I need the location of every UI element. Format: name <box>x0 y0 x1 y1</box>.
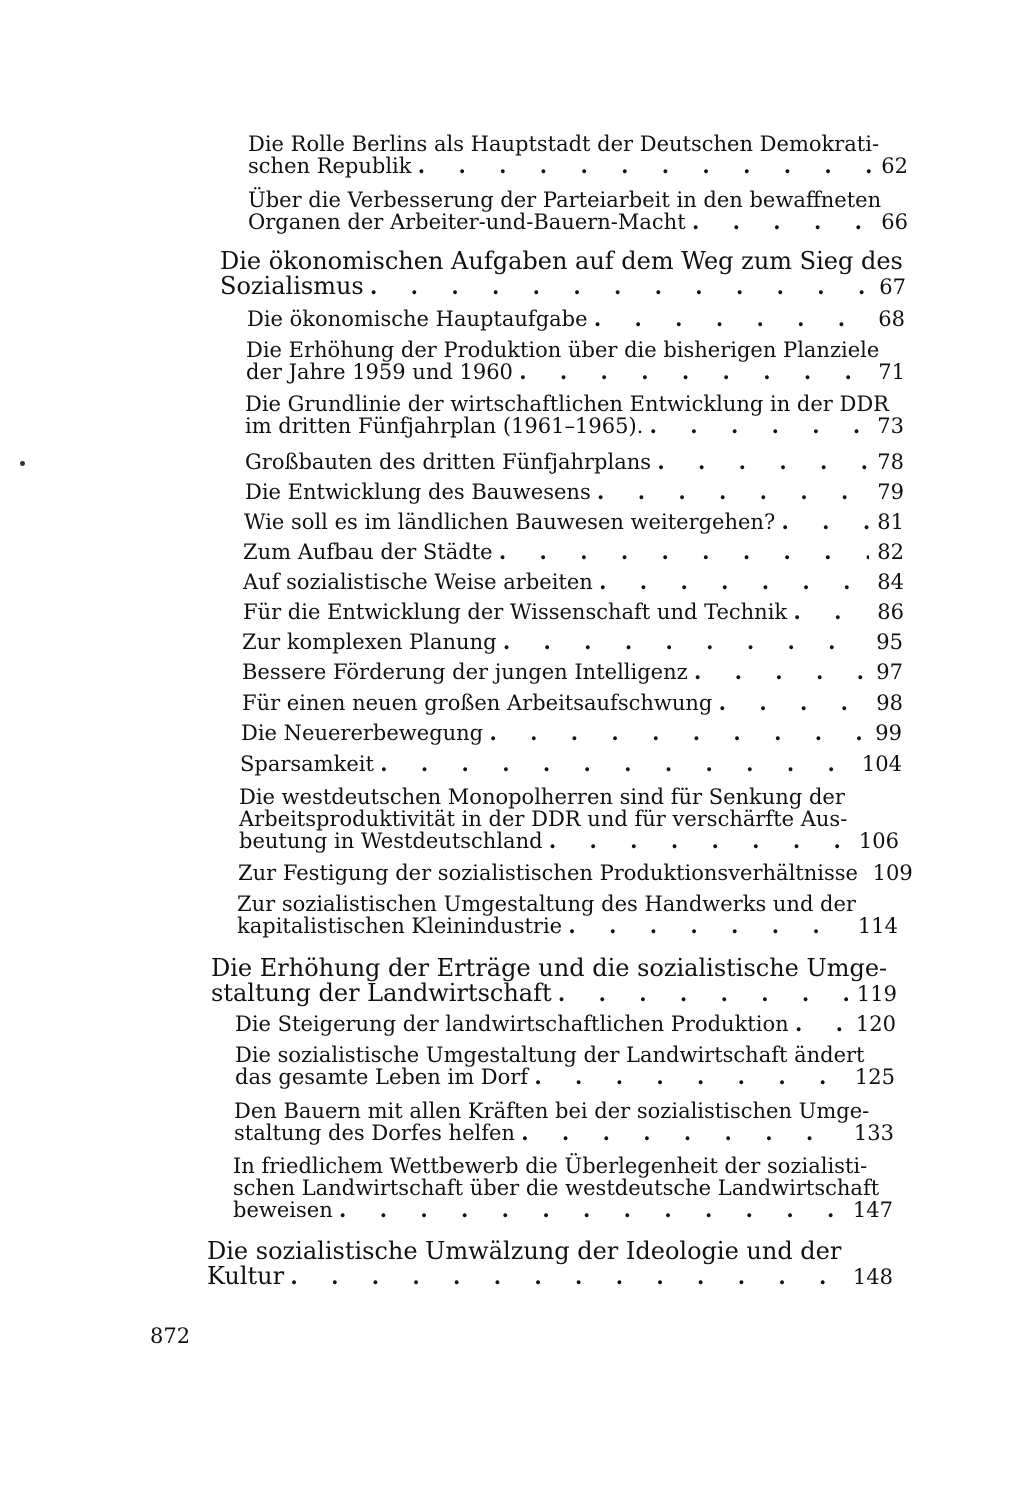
page-number: 872 <box>150 1324 191 1348</box>
toc-entry-text: Die ökonomische Hauptaufgabe <box>247 307 588 331</box>
toc-entry[interactable] <box>240 753 902 775</box>
toc-entry-text: schen Landwirtschaft über die westdeutsche Landwirtschaft <box>233 1176 880 1200</box>
dot-leader <box>775 511 869 533</box>
toc-section-heading[interactable] <box>211 956 897 1007</box>
toc-entry[interactable] <box>234 1100 894 1144</box>
dot-leader <box>284 1264 844 1289</box>
toc-entry-text: beweisen <box>233 1198 333 1222</box>
toc-entry-text: Die westdeutschen Monopolherren sind für Senkung der <box>239 785 845 809</box>
toc-page-number: 86 <box>877 600 904 624</box>
toc-entry-text: Großbauten des dritten Fünfjahrplans <box>245 450 652 474</box>
toc-page-number: 97 <box>876 660 903 684</box>
toc-entry-text: Die Rolle Berlins als Hauptstadt der Deutschen Demokrati- <box>248 132 880 156</box>
toc-entry-text: Zur sozialistischen Umgestaltung des Handwerks und der <box>237 892 856 916</box>
dot-leader <box>643 415 869 437</box>
toc-entry-text: staltung des Dorfes helfen <box>234 1121 515 1145</box>
dot-leader <box>374 753 854 775</box>
toc-entry-text: kapitalistischen Kleinindustrie <box>237 914 563 938</box>
toc-page-number: 109 <box>872 861 913 885</box>
dot-leader <box>515 1122 846 1144</box>
toc-entry-text: Zur Festigung der sozialistischen Produktionsverhältnisse <box>238 861 858 885</box>
dot-leader <box>712 692 868 714</box>
toc-entry[interactable] <box>248 189 908 233</box>
toc-entry[interactable] <box>244 511 904 533</box>
toc-entry[interactable] <box>242 661 903 683</box>
toc-entry[interactable] <box>242 692 903 714</box>
toc-entry[interactable] <box>247 308 905 330</box>
dot-leader <box>651 451 869 473</box>
toc-entry-text: In friedlichem Wettbewerb die Überlegenheit der sozialisti- <box>233 1154 868 1178</box>
toc-entry-text: Organen der Arbeiter-und-Bauern-Macht <box>248 210 686 234</box>
toc-entry[interactable] <box>243 601 904 623</box>
toc-page-number: 114 <box>857 914 898 938</box>
toc-page-number: 82 <box>877 540 904 564</box>
toc-page-number: 95 <box>876 630 903 654</box>
toc-page-number: 106 <box>858 829 899 853</box>
dot-leader <box>513 361 870 383</box>
toc-page-number: 119 <box>856 982 897 1006</box>
toc-entry[interactable] <box>245 481 904 503</box>
toc-entry[interactable] <box>246 339 905 383</box>
toc-entry-text: Zum Aufbau der Städte <box>243 540 493 564</box>
toc-page-number: 62 <box>881 154 908 178</box>
toc-entry[interactable] <box>237 893 898 937</box>
dot-leader <box>688 661 868 683</box>
toc-entry-text: Für einen neuen großen Arbeitsaufschwung <box>242 691 713 715</box>
toc-page-number: 78 <box>877 450 904 474</box>
toc-entry[interactable] <box>242 631 903 653</box>
toc-page-number: 148 <box>852 1265 893 1289</box>
toc-entry-text: Auf sozialistische Weise arbeiten <box>243 570 593 594</box>
toc-entry[interactable] <box>233 1155 893 1221</box>
toc-entry-text: Die Erhöhung der Produktion über die bisherigen Planziele <box>246 338 880 362</box>
toc-page-number: 98 <box>876 691 903 715</box>
toc-entry-text: Die Neuererbewegung <box>241 721 484 745</box>
toc-entry[interactable] <box>238 861 913 885</box>
toc-entry[interactable] <box>235 1044 895 1088</box>
toc-entry-text: Die Steigerung der landwirtschaftlichen Produktion <box>235 1012 789 1036</box>
toc-page-number: 84 <box>877 570 904 594</box>
toc-page-number: 67 <box>879 275 906 299</box>
toc-entry[interactable] <box>243 541 904 563</box>
toc-entry-text: Die sozialistische Umgestaltung der Landwirtschaft ändert <box>235 1043 865 1067</box>
toc-entry-text: Über die Verbesserung der Parteiarbeit in den bewaffneten <box>248 188 882 212</box>
toc-page-number: 68 <box>878 307 905 331</box>
dot-leader <box>789 1013 848 1035</box>
toc-entry-text: Bessere Förderung der jungen Intelligenz <box>242 660 688 684</box>
dot-leader <box>333 1199 845 1221</box>
toc-entry[interactable] <box>245 451 904 473</box>
dot-leader <box>858 862 864 884</box>
dot-leader <box>364 274 871 299</box>
toc-entry[interactable] <box>241 722 902 744</box>
dot-leader <box>497 631 868 653</box>
dot-leader <box>528 1066 846 1088</box>
toc-page-number: 99 <box>875 721 902 745</box>
toc-entry-text: schen Republik <box>248 154 412 178</box>
dot-leader <box>588 308 870 330</box>
toc-entry[interactable] <box>239 786 899 852</box>
toc-page-number: 104 <box>861 752 902 776</box>
toc-page-number: 147 <box>852 1198 893 1222</box>
dot-leader <box>493 541 869 563</box>
dot-leader <box>686 211 873 233</box>
dot-leader <box>591 481 869 503</box>
toc-page-number: 79 <box>877 480 904 504</box>
toc-entry[interactable] <box>248 133 908 177</box>
toc-entry-text: Sozialismus <box>220 272 364 300</box>
toc-entry[interactable] <box>235 1013 896 1035</box>
dot-leader <box>562 915 849 937</box>
toc-entry-text: der Jahre 1959 und 1960 <box>246 360 513 384</box>
toc-entry-text: das gesamte Leben im Dorf <box>235 1065 529 1089</box>
toc-entry-text: im dritten Fünfjahrplan (1961–1965). <box>245 414 644 438</box>
margin-dot <box>20 461 25 466</box>
toc-entry-text: Sparsamkeit <box>240 752 374 776</box>
toc-page-number: 71 <box>878 360 905 384</box>
toc-entry[interactable] <box>243 571 904 593</box>
toc-entry-text: Kultur <box>207 1262 285 1290</box>
toc-section-heading[interactable] <box>207 1239 893 1290</box>
dot-leader <box>787 601 869 623</box>
dot-leader <box>593 571 869 593</box>
toc-entry[interactable] <box>245 393 904 437</box>
toc-entry-text: staltung der Landwirtschaft <box>211 979 552 1007</box>
dot-leader <box>483 722 867 744</box>
toc-entry-text: Die Erhöhung der Erträge und die sozialistische Umge- <box>211 954 888 982</box>
toc-entry-text: Wie soll es im ländlichen Bauwesen weitergehen? <box>244 510 776 534</box>
toc-entry-text: beutung in Westdeutschland <box>239 829 543 853</box>
toc-entry-text: Die Grundlinie der wirtschaftlichen Entwicklung in der DDR <box>245 392 889 416</box>
dot-leader <box>412 155 873 177</box>
toc-entry-text: Den Bauern mit allen Kräften bei der sozialistischen Umge- <box>234 1099 870 1123</box>
dot-leader <box>552 981 849 1006</box>
toc-page-number: 120 <box>855 1012 896 1036</box>
toc-entry-text: Die ökonomischen Aufgaben auf dem Weg zum Sieg des <box>220 247 903 275</box>
toc-page-number: 133 <box>853 1121 894 1145</box>
toc-page-number: 66 <box>881 210 908 234</box>
toc-page-number: 125 <box>854 1065 895 1089</box>
toc-page-number: 73 <box>877 414 904 438</box>
toc-entry-text: Arbeitsproduktivität in der DDR und für verschärfte Aus- <box>239 807 848 831</box>
toc-entry-text: Für die Entwicklung der Wissenschaft und Technik <box>243 600 788 624</box>
toc-page-number: 81 <box>877 510 904 534</box>
toc-section-heading[interactable] <box>220 249 906 300</box>
toc-entry-text: Zur komplexen Planung <box>242 630 497 654</box>
toc-entry-text: Die Entwicklung des Bauwesens <box>245 480 591 504</box>
toc-entry-text: Die sozialistische Umwälzung der Ideologie und der <box>207 1237 842 1265</box>
dot-leader <box>543 830 851 852</box>
